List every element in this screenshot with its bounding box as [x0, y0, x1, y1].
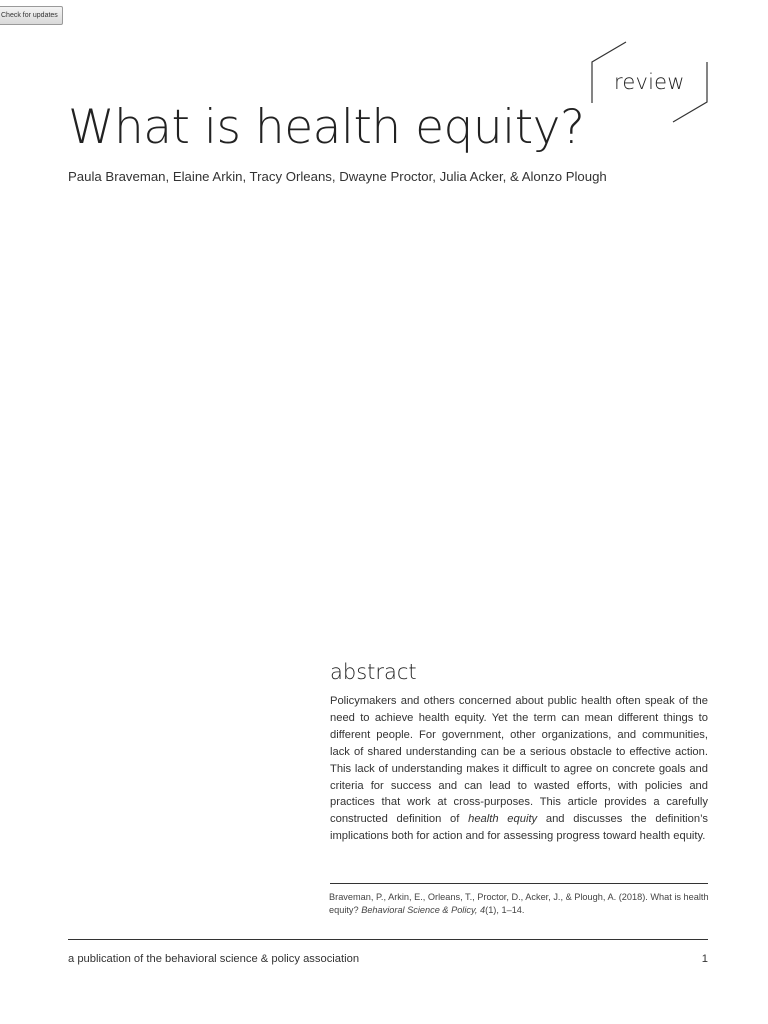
- page-number: 1: [701, 953, 708, 965]
- check-for-updates-button[interactable]: Check for updates: [0, 6, 63, 25]
- abstract-heading: abstract: [330, 660, 417, 684]
- citation-journal: Behavioral Science & Policy,: [361, 905, 478, 915]
- article-authors: Paula Braveman, Elaine Arkin, Tracy Orleans, Dwayne Proctor, Julia Acker, & Alonzo Plough: [68, 169, 607, 184]
- citation-authors-title: Braveman, P., Arkin, E., Orleans, T., Proctor, D., Acker, J., & Plough, A. (2018). What is health equity?: [329, 892, 709, 915]
- review-badge-label: review: [614, 70, 685, 94]
- footer-divider: [68, 939, 708, 940]
- citation-divider: [330, 883, 708, 884]
- footer-publication-text: a publication of the behavioral science & policy association: [68, 953, 360, 965]
- abstract-term-health-equity: health equity: [468, 813, 538, 826]
- abstract-body: [330, 693, 708, 845]
- citation-issue-pages: (1), 1–14.: [485, 905, 525, 915]
- abstract-text-part-1: Policymakers and others concerned about public health often speak of the need to achieve health equity. Yet the term can mean different things to different people. For government, other organizations, and communities, lack of shared understanding can be a serious obstacle to effective action. This lack of understanding makes it difficult to agree on concrete goals and criteria for success and can lead to wasted efforts, with policies and practices that work at cross-purposes. This article provides a carefully constructed definition of: [330, 695, 708, 826]
- citation-volume: 4: [480, 905, 486, 915]
- article-title: What is health equity?: [68, 100, 585, 155]
- abstract-text-part-2: and discusses the definition’s implications both for action and for assessing progress toward health equity.: [330, 813, 708, 843]
- citation: [329, 891, 709, 917]
